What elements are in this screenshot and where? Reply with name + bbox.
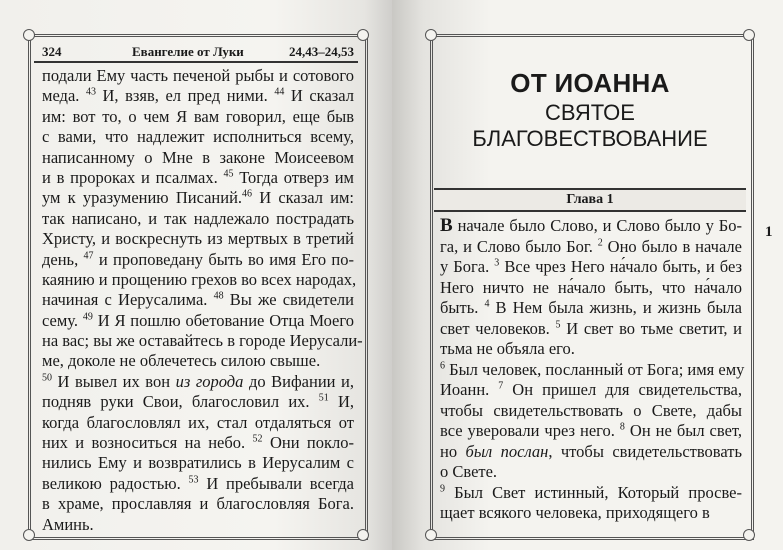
verse-number: 5 xyxy=(555,319,561,330)
initial-letter: В xyxy=(440,215,453,236)
text-line xyxy=(440,401,742,422)
text-line xyxy=(440,216,742,237)
right-page-text xyxy=(440,215,745,524)
text-line xyxy=(440,421,742,442)
text-line xyxy=(42,269,357,290)
text-run: чтобы свидетельствовать о Свете, дабы xyxy=(440,400,742,420)
verse-number: 3 xyxy=(494,257,500,269)
text-line xyxy=(440,483,742,504)
verse-number: 44 xyxy=(274,86,285,98)
italic-text: был послан xyxy=(465,441,549,461)
chapter-label: Глава 1 xyxy=(566,192,614,207)
text-run: И сказал им: xyxy=(252,188,355,208)
text-line xyxy=(440,442,742,463)
text-run: Оно было в начале xyxy=(602,236,742,256)
verse-number: 49 xyxy=(82,311,93,323)
text-line xyxy=(42,433,354,453)
text-run: подали Ему часть печеной рыбы и сотового xyxy=(42,66,354,85)
text-line xyxy=(42,127,354,147)
text-line xyxy=(440,237,742,258)
text-run: быть. xyxy=(440,298,485,317)
text-run: написанному о Мне в законе Моисеевом xyxy=(42,147,354,167)
text-line xyxy=(42,515,354,535)
chapter-margin-number: 1 xyxy=(765,224,773,240)
text-run: начиная с Иерусалима. xyxy=(42,290,214,310)
text-line xyxy=(440,319,742,340)
header-rule xyxy=(34,61,358,63)
text-run: но xyxy=(440,441,466,461)
running-title: Евангелие от Луки xyxy=(132,44,244,59)
corner-ornament xyxy=(425,529,437,541)
text-run: Вы же свидетели xyxy=(223,290,354,310)
text-run: о Свете. xyxy=(440,462,498,481)
page-number: 324 xyxy=(42,44,62,59)
text-run: и проповедану быть во имя Его по- xyxy=(93,249,355,269)
text-line xyxy=(42,209,354,229)
text-run: Он пришел для свидетельства, xyxy=(503,380,742,399)
text-run: тьма не объяла его. xyxy=(440,339,575,358)
corner-ornament xyxy=(23,529,35,541)
text-line xyxy=(42,392,354,412)
text-run: Был человек, посланный от Бога; имя ему xyxy=(445,359,745,379)
text-line xyxy=(42,250,354,270)
verse-number: 50 xyxy=(42,372,52,384)
text-run: И, xyxy=(328,392,354,412)
text-line xyxy=(440,339,742,360)
text-line xyxy=(42,290,354,310)
verse-number: 9 xyxy=(440,483,445,494)
verse-number: 4 xyxy=(484,298,490,310)
text-run: каянию и прощению грехов во всех народах, xyxy=(42,269,357,289)
text-line xyxy=(42,474,354,494)
corner-ornament xyxy=(743,529,755,541)
verse-number: 7 xyxy=(498,380,504,392)
text-line xyxy=(42,168,354,188)
text-run: нились Ему и возвратились в Иерусалим с xyxy=(42,453,354,473)
text-run: Иоанн. xyxy=(440,380,499,399)
verse-number: 8 xyxy=(619,421,625,433)
italic-text: из города xyxy=(175,371,244,391)
text-run: все уверовали чрез него. xyxy=(440,421,620,440)
verse-range: 24,43–24,53 xyxy=(289,44,354,59)
text-run: Тогда отверз им xyxy=(233,167,354,187)
verse-number: 52 xyxy=(252,433,263,445)
verse-number: 48 xyxy=(213,290,224,302)
text-run: в храме, прославляя и благословляя Бога. xyxy=(42,494,354,514)
text-run: день, xyxy=(42,249,84,269)
text-run: сему. xyxy=(42,310,83,330)
text-line xyxy=(42,107,354,127)
text-line xyxy=(440,278,742,299)
text-line xyxy=(440,503,742,524)
running-head xyxy=(38,44,356,62)
book-subtitle-line1: СВЯТОЕ xyxy=(545,100,635,125)
text-run: Аминь. xyxy=(42,514,94,534)
text-line xyxy=(42,66,354,86)
text-line xyxy=(42,148,354,168)
text-line xyxy=(42,372,354,392)
text-run: Все чрез Него на́чало быть, и без xyxy=(499,257,742,276)
verse-number: 47 xyxy=(83,250,94,262)
verse-number: 45 xyxy=(223,168,234,180)
corner-ornament xyxy=(425,29,437,41)
verse-number: 6 xyxy=(440,360,445,371)
verse-number: 53 xyxy=(188,474,199,486)
text-line xyxy=(42,86,354,106)
text-run: меда. xyxy=(42,86,86,106)
chapter-heading xyxy=(434,188,746,212)
corner-ornament xyxy=(357,29,369,41)
text-run: И свет во тьме светит, и xyxy=(560,318,742,338)
corner-ornament xyxy=(357,529,369,541)
text-line xyxy=(440,380,742,401)
text-line xyxy=(42,413,354,433)
left-page-text xyxy=(42,66,363,535)
text-run: свет человеков. xyxy=(440,318,556,338)
text-run: ме, доколе не облечетесь силою свыше. xyxy=(42,351,321,371)
text-line xyxy=(42,331,363,351)
text-line xyxy=(440,359,745,381)
text-line xyxy=(440,298,742,319)
corner-ornament xyxy=(23,29,35,41)
text-run: Христу, и воскреснуть из мертвых в третий xyxy=(42,229,354,249)
text-run: у Бога. xyxy=(440,257,495,276)
text-line xyxy=(42,494,354,514)
text-run: щает всякого человека, приходящего в xyxy=(440,503,710,522)
text-run: до Вифании и, xyxy=(243,371,354,391)
text-run: так написано, и так надлежало пострадать xyxy=(42,208,354,228)
text-line xyxy=(440,257,742,278)
verse-number: 43 xyxy=(85,86,96,98)
text-line xyxy=(440,462,742,483)
verse-number: 51 xyxy=(318,392,329,404)
text-run: Него ничто не на́чало быть, что на́чало xyxy=(440,277,742,297)
text-line xyxy=(42,229,354,249)
text-run: великою радостью. xyxy=(42,473,189,493)
text-run: на вас; вы же оставайтесь в городе Иерусали- xyxy=(42,331,363,351)
text-run: с вами, что надлежит исполниться всему, xyxy=(42,127,354,147)
book-title: ОТ ИОАННА xyxy=(510,68,670,98)
book-subtitle-line2: БЛАГОВЕСТВОВАНИЕ xyxy=(472,126,708,151)
text-run: га, и Слово было Бог. xyxy=(440,236,598,256)
text-run: В Нем была жизнь, и жизнь была xyxy=(489,298,742,317)
text-run: Был Свет истинный, Который просве- xyxy=(445,482,742,502)
text-run: И пребывали всегда xyxy=(198,473,354,493)
corner-ornament xyxy=(743,29,755,41)
text-run: и в пророках и псалмах. xyxy=(42,167,224,187)
verse-number: 2 xyxy=(597,237,603,248)
text-run: И сказал xyxy=(284,86,354,106)
text-line xyxy=(42,351,354,371)
text-run: И Я пошлю обетование Отца Моего xyxy=(92,310,354,330)
verse-number: 46 xyxy=(242,188,253,200)
text-line xyxy=(42,311,354,331)
text-run: Они покло- xyxy=(262,433,354,453)
text-run: И вывел их вон xyxy=(52,371,176,391)
text-line xyxy=(42,453,354,473)
text-run: И, взяв, ел пред ними. xyxy=(95,86,275,106)
text-run: Он не был свет, xyxy=(624,421,742,440)
text-run: подняв руки Свои, благословил их. xyxy=(42,392,319,412)
text-line xyxy=(42,188,354,208)
text-run: им: вот то, о чем Я вам говорил, еще быв xyxy=(42,106,354,126)
text-run: начале было Слово, и Слово было у Бо- xyxy=(452,216,742,235)
text-run: них и возноситься на небо. xyxy=(42,433,253,453)
text-run: , чтобы свидетельствовать xyxy=(548,441,742,461)
text-run: ум к уразумению Писаний. xyxy=(42,188,243,208)
text-run: когда благословлял их, стал отдаляться от xyxy=(42,412,354,432)
